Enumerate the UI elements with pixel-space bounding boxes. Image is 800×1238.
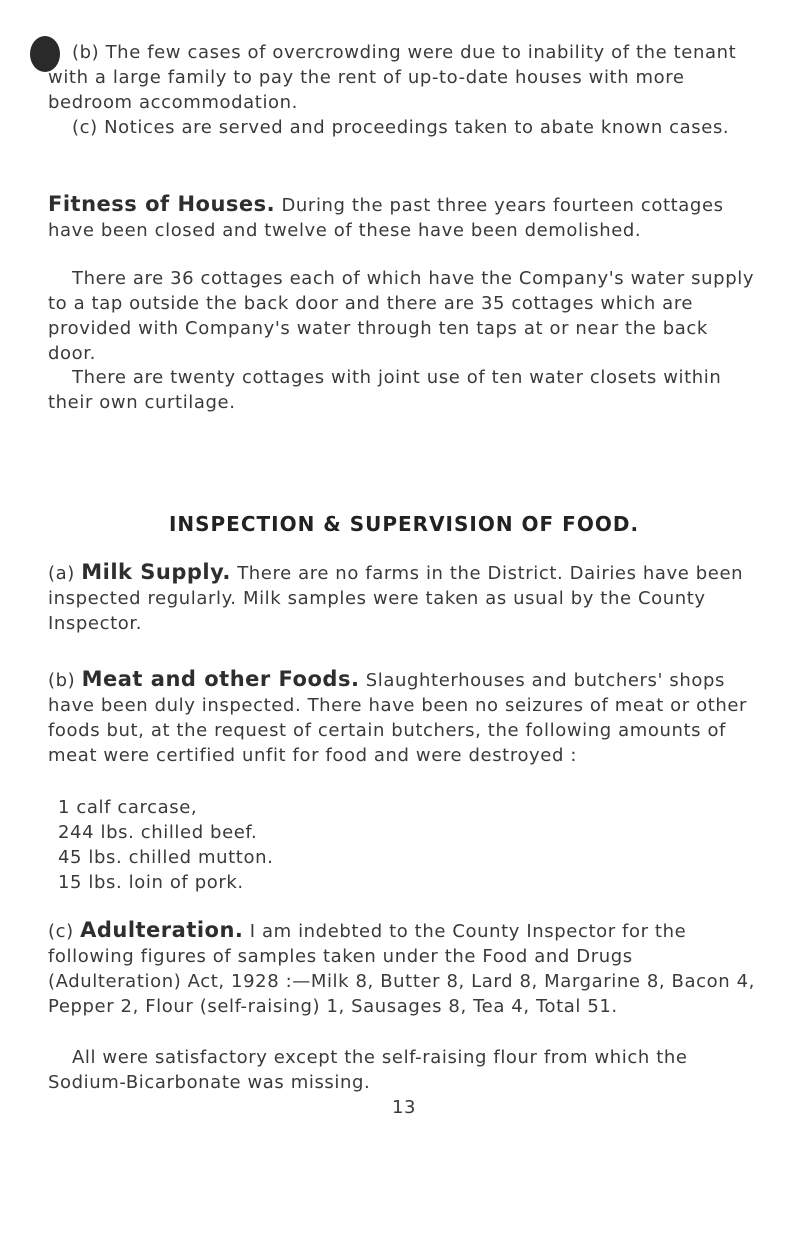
list-item: 15 lbs. loin of pork.: [58, 872, 244, 893]
paragraph-adulteration: [48, 918, 760, 1019]
paragraph-notices: (c) Notices are served and proceedings taken to abate known cases.: [72, 117, 730, 138]
paragraph-water-supply: There are 36 cottages each of which have the Company's water supply to a tap outside the back door and there are 35 cottages which are provided with Company's water through ten taps at or near the back door.: [48, 268, 755, 364]
milk-heading: Milk Supply.: [81, 560, 231, 584]
paragraph-milk: [48, 560, 760, 636]
adulteration-heading: Adulteration.: [80, 918, 244, 942]
fitness-text: During the past three years fourteen cottages have been closed and twelve of these have been demolished.: [48, 195, 724, 241]
milk-text: There are no farms in the District. Dairies have been inspected regularly. Milk samples were taken as usual by the County Inspector.: [48, 563, 744, 634]
adulteration-text: I am indebted to the County Inspector for the following figures of samples taken under the Food and Drugs (Adulteration) Act, 1928 :—Milk 8, Butter 8, Lard 8, Margarine 8, Bacon 4, Pepper 2, Flour (self-raising) 1, Sausages 8, Tea 4, Total 51.: [48, 921, 755, 1017]
list-item: 1 calf carcase,: [58, 797, 198, 818]
paragraph-results: All were satisfactory except the self-raising flour from which the Sodium-Bicarbonate was missing.: [48, 1047, 688, 1093]
paragraph-overcrowding: (b) The few cases of overcrowding were due to inability of the tenant with a large family to pay the rent of up-to-date houses with more bedroom accommodation.: [48, 42, 737, 113]
meat-heading: Meat and other Foods.: [81, 667, 360, 691]
paragraph-water-closets: There are twenty cottages with joint use of ten water closets within their own curtilage.: [48, 367, 722, 413]
meat-text: Slaughterhouses and butchers' shops have been duly inspected. There have been no seizures of meat or other foods but, at the request of certain butchers, the following amounts of meat were certified unfit for food and were destroyed :: [48, 670, 748, 766]
adulteration-prefix: (c): [48, 921, 74, 942]
list-item: 45 lbs. chilled mutton.: [58, 847, 274, 868]
meat-list: [48, 795, 758, 895]
fitness-heading: Fitness of Houses.: [48, 192, 276, 216]
paragraph-fitness: [48, 192, 760, 243]
paragraph-meat: [48, 667, 760, 768]
meat-prefix: (b): [48, 670, 76, 691]
milk-prefix: (a): [48, 563, 75, 584]
section-title: INSPECTION & SUPERVISION OF FOOD.: [168, 512, 640, 536]
page-number: 13: [391, 1097, 417, 1118]
list-item: 244 lbs. chilled beef.: [58, 822, 258, 843]
